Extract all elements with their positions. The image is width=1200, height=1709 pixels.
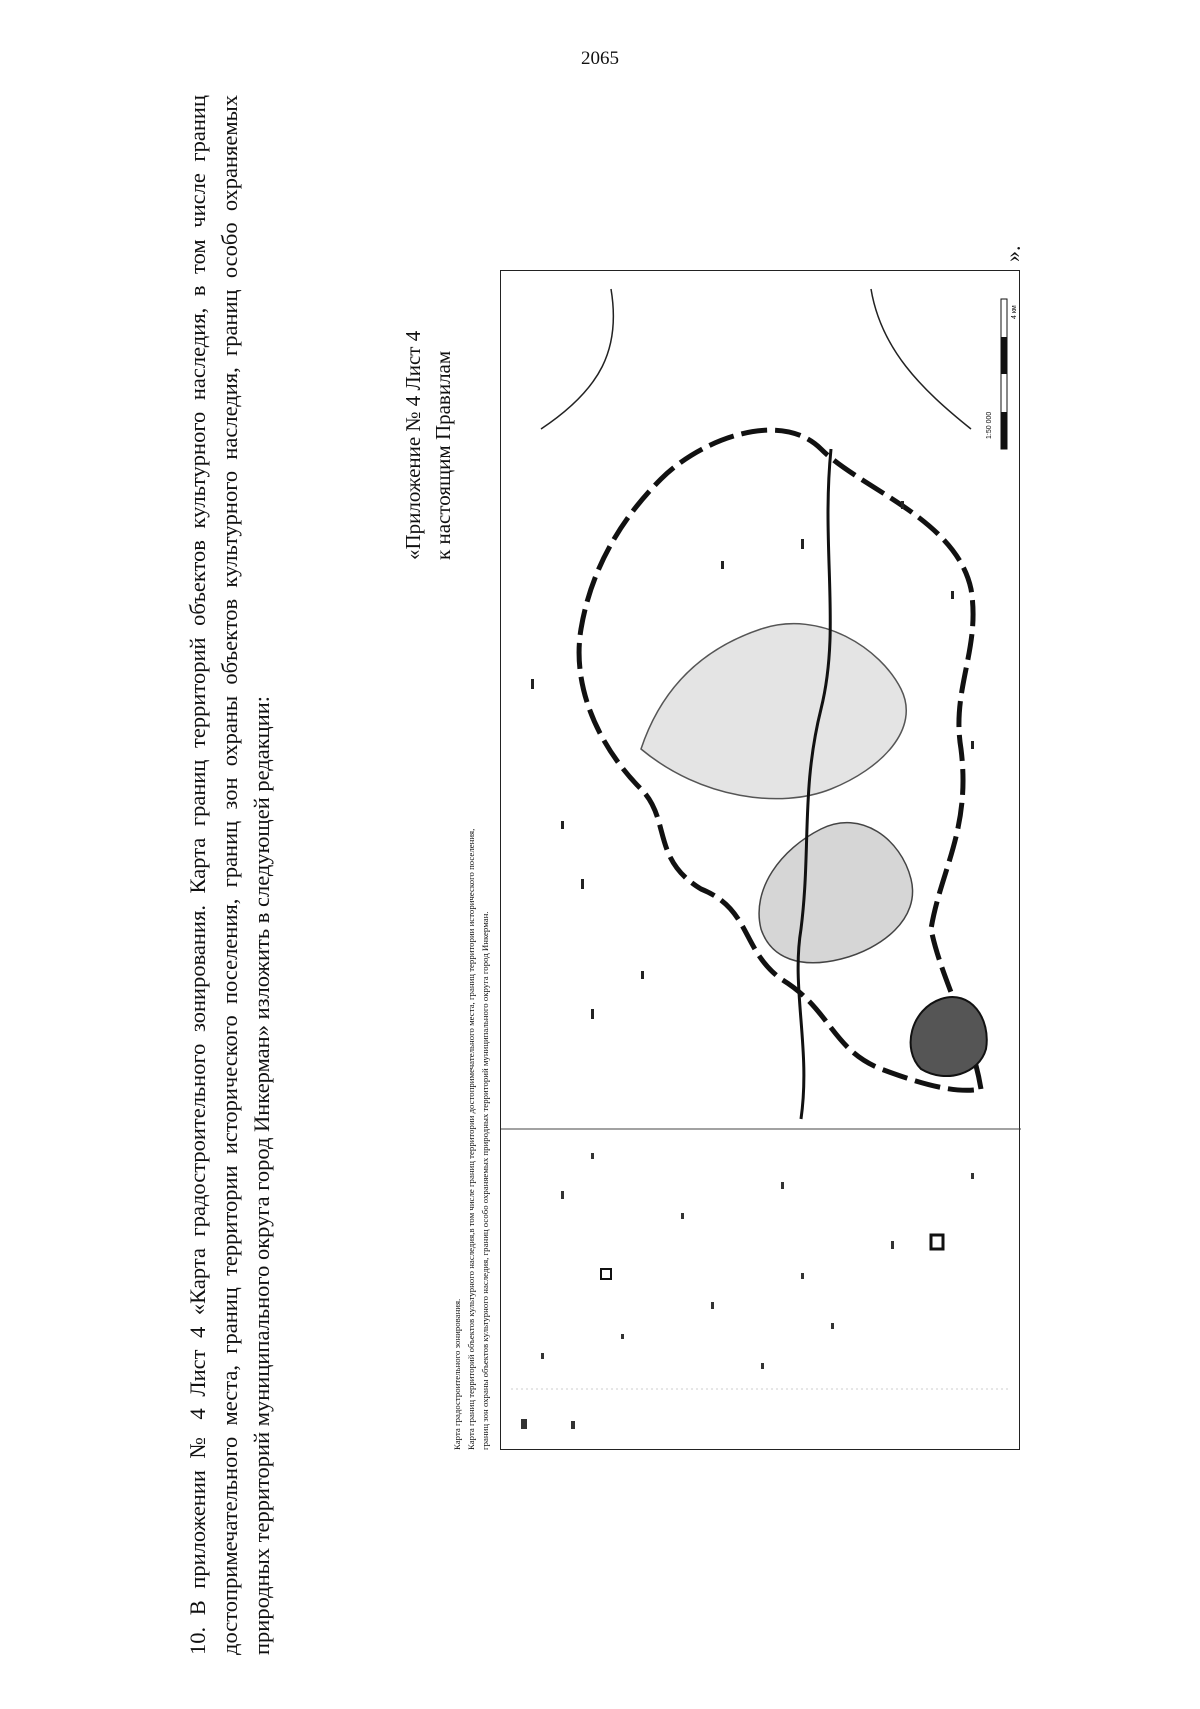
- map-caption: [450, 270, 492, 1450]
- map-scale: 1:50 000: [986, 411, 993, 439]
- annex-heading: [398, 140, 458, 560]
- annex-line-2: к настоящим Правилам: [431, 350, 455, 560]
- map-scale-unit: 4 км: [1011, 305, 1018, 319]
- map-caption-line-1: Карта градостроительного зонирования.: [452, 1298, 462, 1450]
- closing-quote-mark: ».: [1000, 245, 1025, 262]
- map-caption-line-3: границ зон охраны объектов культурного наследия, границ особо охраняемых природных территорий муниципального округа город Инкерман.: [480, 911, 490, 1450]
- map-drawing: [501, 269, 1021, 1449]
- map-caption-line-2: Карта границ территорий объектов культурного наследия,в том числе границ территории достопримечательного места, границ территории исторического поселения,: [466, 828, 476, 1450]
- annex-line-1: «Приложение № 4 Лист 4: [401, 330, 425, 560]
- map-image: [500, 270, 1020, 1450]
- scale-bar: [1001, 299, 1007, 449]
- zoning-map-figure: [450, 270, 1070, 1450]
- amendment-paragraph: [182, 95, 278, 1655]
- legend-marks: [521, 1153, 974, 1429]
- paragraph-text: 10. В приложении № 4 Лист 4 «Карта градостроительного зонирования. Карта границ территорий объектов культурного наследия, в том числе границ достопримечательного места, границ территории исторического поселения, границ зон охраны объектов культурного наследия, границ особо охраняемых природных территорий муниципального округа город Инкерман» изложить в следующей редакции:: [185, 95, 274, 1655]
- page-number: 2065: [581, 48, 619, 69]
